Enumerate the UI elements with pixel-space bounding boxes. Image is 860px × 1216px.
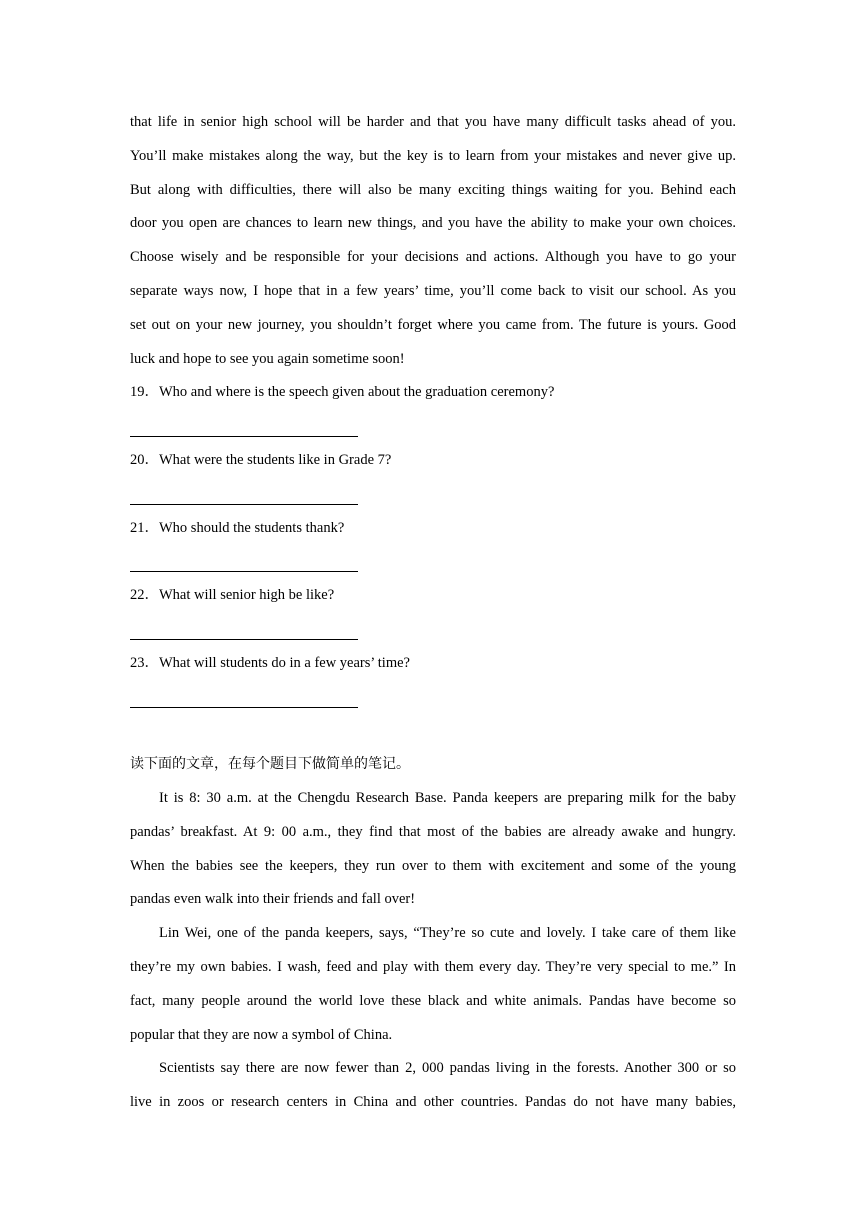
section-gap — [130, 714, 736, 748]
question-text: What will senior high be like? — [159, 587, 335, 604]
passage-line: Lin Wei, one of the panda keepers, says, “They’re so cute and lovely. I take care of them like — [159, 925, 736, 942]
passage-line: door you open are chances to learn new things, and you have the ability to make your own choices. — [130, 215, 736, 232]
question — [130, 376, 736, 410]
question-number: 21． — [130, 519, 159, 536]
passage-line: fact, many people around the world love these black and white animals. Pandas have become so — [130, 992, 736, 1009]
passage-line: You’ll make mistakes along the way, but the key is to learn from your mistakes and never give up. — [130, 147, 736, 164]
passage-line: But along with difficulties, there will also be many exciting things waiting for you. Behind each — [130, 181, 736, 198]
passage-line: Scientists say there are now fewer than 2, 000 pandas living in the forests. Another 300 or so — [159, 1060, 736, 1077]
answer-blank[interactable] — [130, 545, 736, 579]
passage-line: separate ways now, I hope that in a few years’ time, you’ll come back to visit our school. As you — [130, 282, 736, 299]
answer-blank[interactable] — [130, 613, 736, 647]
answer-blank[interactable] — [130, 478, 736, 512]
question-number: 23． — [130, 654, 159, 671]
passage-line: that life in senior high school will be harder and that you have many difficult tasks ahead of you. — [130, 114, 736, 130]
passage-line: popular that they are now a symbol of China. — [130, 1026, 393, 1043]
answer-blank[interactable] — [130, 410, 736, 444]
passage-line: luck and hope to see you again sometime soon! — [130, 350, 405, 367]
question — [130, 647, 736, 681]
passage-line: pandas even walk into their friends and fall over! — [130, 891, 416, 908]
section-instruction: 读下面的文章，在每个题目下做简单的笔记。 — [130, 756, 410, 773]
passage-line: they’re my own babies. I wash, feed and play with them every day. They’re very special to me.” In — [130, 958, 736, 975]
passage-line: set out on your new journey, you shouldn’t forget where you came from. The future is yours. Good — [130, 316, 736, 333]
passage-line: It is 8: 30 a.m. at the Chengdu Research Base. Panda keepers are preparing milk for the baby — [159, 789, 736, 806]
question-text: What were the students like in Grade 7? — [159, 451, 392, 468]
passage-line: pandas’ breakfast. At 9: 00 a.m., they find that most of the babies are already awake and hungry. — [130, 823, 736, 840]
question-number: 20． — [130, 451, 159, 468]
passage-line: When the babies see the keepers, they run over to them with excitement and some of the young — [130, 857, 736, 874]
question — [130, 579, 736, 613]
question — [130, 444, 736, 478]
document-content — [130, 106, 736, 1120]
passage-line: Choose wisely and be responsible for your decisions and actions. Although you have to go your — [130, 249, 736, 266]
question-number: 22． — [130, 587, 159, 604]
answer-blank[interactable] — [130, 681, 736, 715]
question-text: What will students do in a few years’ time? — [159, 654, 410, 671]
question-text: Who and where is the speech given about the graduation ceremony? — [159, 384, 555, 401]
question-text: Who should the students thank? — [159, 519, 345, 536]
passage-line: live in zoos or research centers in China and other countries. Pandas do not have many babies, — [130, 1094, 736, 1111]
question-number: 19． — [130, 384, 159, 401]
question — [130, 512, 736, 546]
